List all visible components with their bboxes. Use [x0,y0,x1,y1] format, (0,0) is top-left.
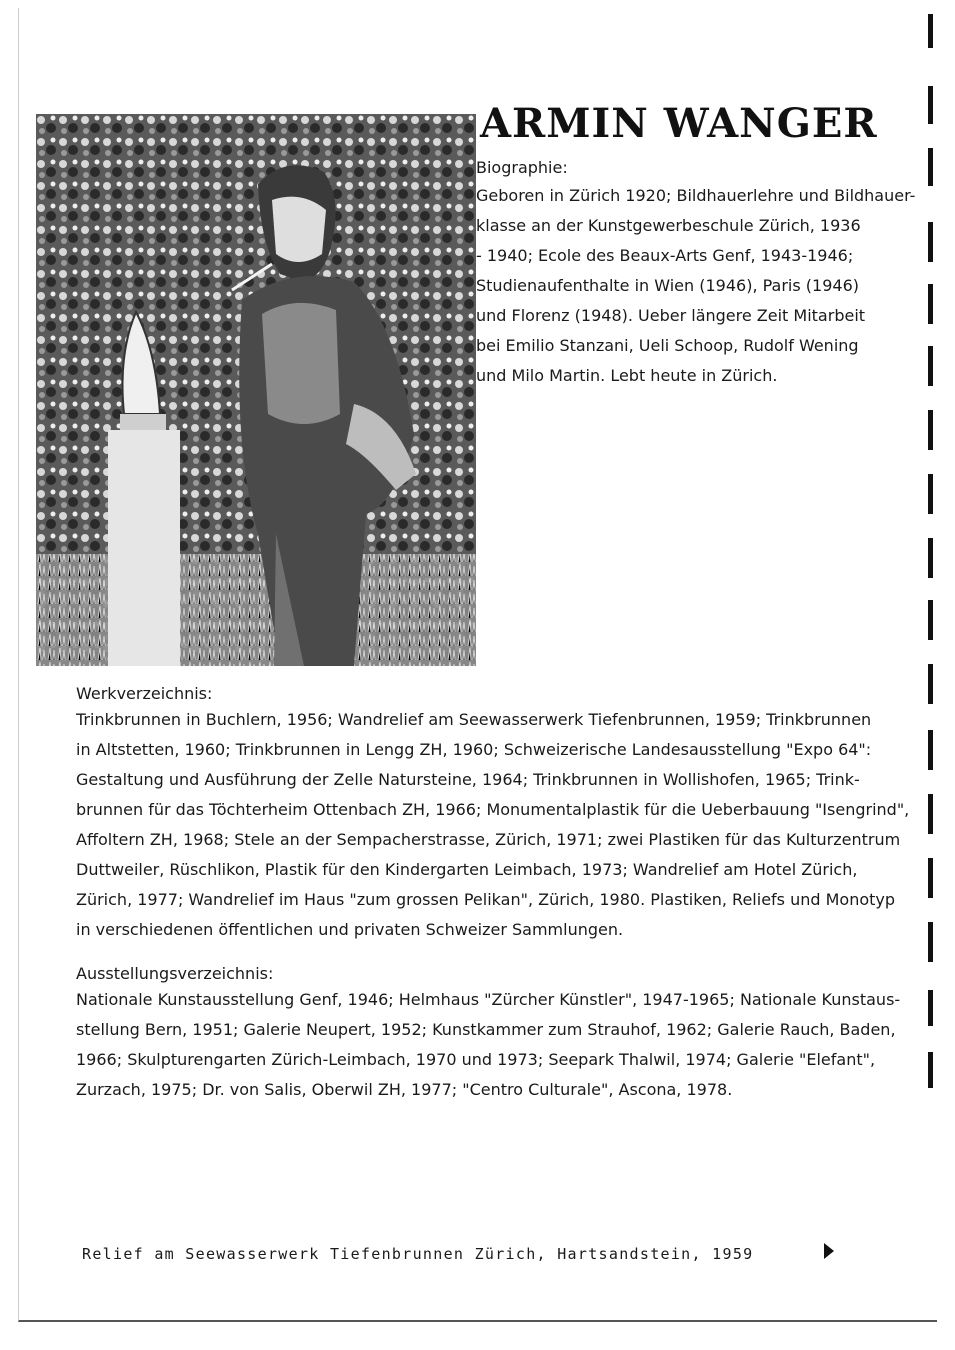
artist-name-title: ARMIN WANGER [480,100,878,147]
werkverzeichnis-line: in verschiedenen öffentlichen und privaten Schweizer Sammlungen. [76,920,624,939]
ausstellungsverzeichnis-line: Zurzach, 1975; Dr. von Salis, Oberwil ZH, 1977; "Centro Culturale", Ascona, 1978. [76,1080,733,1099]
arrow-right-icon [824,1243,834,1259]
werkverzeichnis-heading: Werkverzeichnis: [76,684,213,703]
ausstellungsverzeichnis-heading: Ausstellungsverzeichnis: [76,964,274,983]
biography-line: und Florenz (1948). Ueber längere Zeit Mitarbeit [476,306,866,325]
biography-line: - 1940; Ecole des Beaux-Arts Genf, 1943-1946; [476,246,854,265]
werkverzeichnis-line: brunnen für das Töchterheim Ottenbach ZH, 1966; Monumentalplastik für die Ueberbauung "Isengrind", [76,800,910,819]
artist-portrait-photo [36,114,476,666]
biography-heading: Biographie: [476,158,568,177]
werkverzeichnis-line: Zürich, 1977; Wandrelief im Haus "zum grossen Pelikan", Zürich, 1980. Plastiken, Reliefs und Monotyp [76,890,896,909]
biography-line: bei Emilio Stanzani, Ueli Schoop, Rudolf Wening [476,336,859,355]
werkverzeichnis-line: in Altstetten, 1960; Trinkbrunnen in Lengg ZH, 1960; Schweizerische Landesausstellung "Expo 64": [76,740,872,759]
biography-line: Studienaufenthalte in Wien (1946), Paris (1946) [476,276,859,295]
biography-line: klasse an der Kunstgewerbeschule Zürich, 1936 [476,216,861,235]
ausstellungsverzeichnis-line: stellung Bern, 1951; Galerie Neupert, 1952; Kunstkammer zum Strauhof, 1962; Galerie Rauch, Baden, [76,1020,896,1039]
werkverzeichnis-line: Duttweiler, Rüschlikon, Plastik für den Kindergarten Leimbach, 1973; Wandrelief am Hotel Zürich, [76,860,858,879]
ausstellungsverzeichnis-line: 1966; Skulpturengarten Zürich-Leimbach, 1970 und 1973; Seepark Thalwil, 1974; Galerie "Elefant", [76,1050,876,1069]
biography-line: Geboren in Zürich 1920; Bildhauerlehre und Bildhauer- [476,186,916,205]
werkverzeichnis-line: Gestaltung und Ausführung der Zelle Natursteine, 1964; Trinkbrunnen in Wollishofen, 1965; Trink- [76,770,860,789]
ausstellungsverzeichnis-line: Nationale Kunstausstellung Genf, 1946; Helmhaus "Zürcher Künstler", 1947-1965; Nationale Kunstaus- [76,990,901,1009]
werkverzeichnis-line: Affoltern ZH, 1968; Stele an der Sempacherstrasse, Zürich, 1971; zwei Plastiken für das Kulturzentrum [76,830,901,849]
photo-caption: Relief am Seewasserwerk Tiefenbrunnen Zürich, Hartsandstein, 1959 [82,1245,754,1263]
biography-line: und Milo Martin. Lebt heute in Zürich. [476,366,778,385]
werkverzeichnis-line: Trinkbrunnen in Buchlern, 1956; Wandrelief am Seewasserwerk Tiefenbrunnen, 1959; Trinkbrunnen [76,710,872,729]
binding-holes [924,0,938,1320]
